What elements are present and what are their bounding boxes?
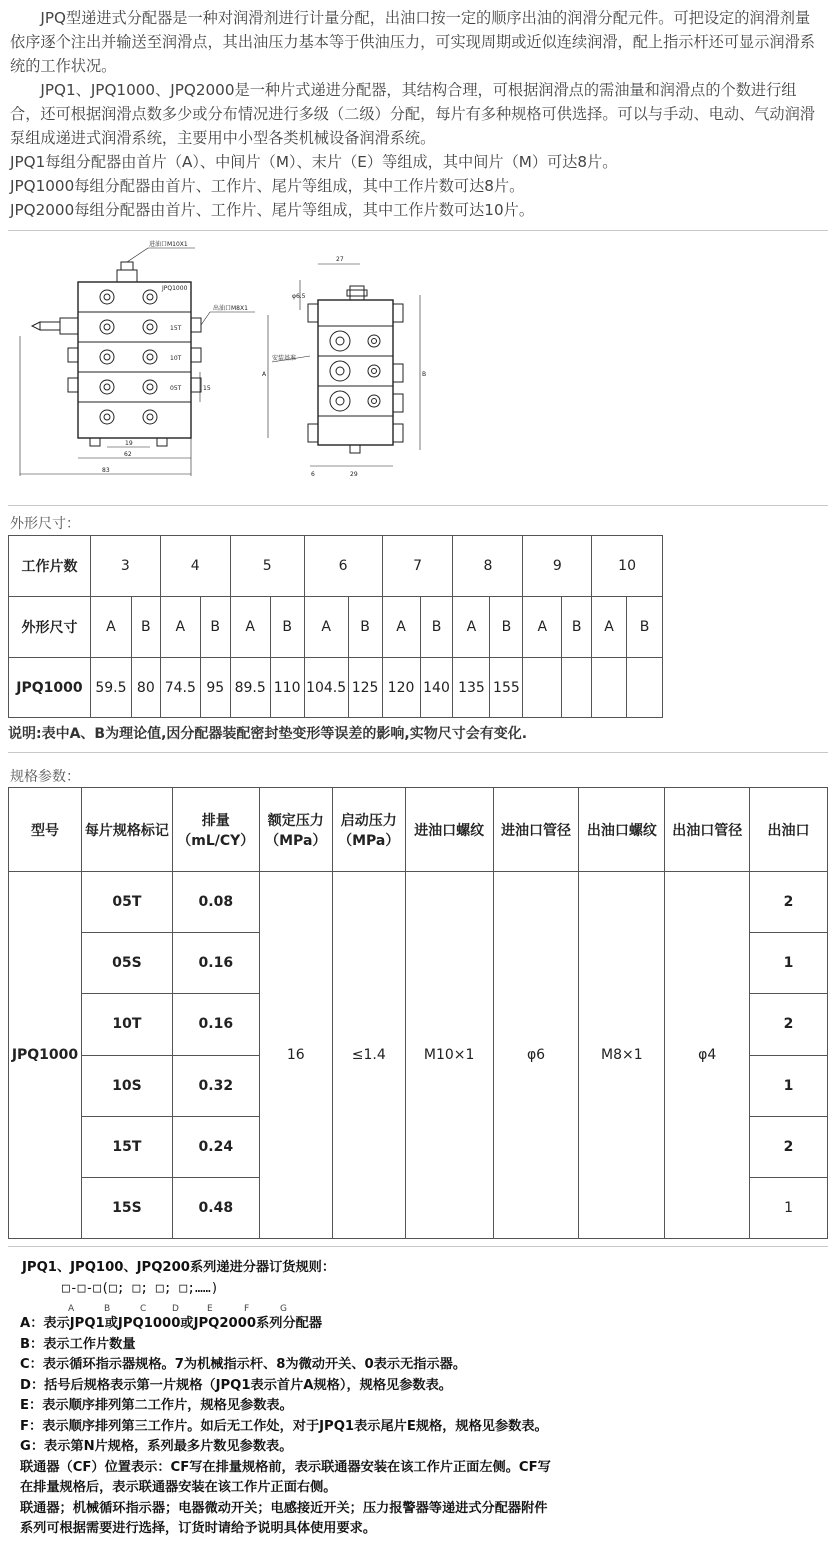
divider	[8, 230, 828, 231]
outlet-count-cell: 1	[750, 1055, 828, 1116]
model-cell: JPQ1000	[9, 872, 82, 1239]
mark-cell: 05S	[81, 933, 172, 994]
technical-drawing	[10, 240, 470, 494]
table-row	[9, 788, 828, 872]
ab-cell: B	[627, 597, 663, 658]
front-view-labels	[102, 240, 248, 474]
value-cell: 155	[490, 658, 523, 718]
ab-cell: B	[200, 597, 230, 658]
header-cell: 启动压力（MPa）	[332, 788, 405, 872]
dim-label: 62	[124, 451, 132, 458]
count-cell: 8	[453, 536, 523, 597]
divider	[8, 505, 828, 506]
table-row	[9, 658, 663, 718]
header-cell: 出油口	[750, 788, 828, 872]
header-cell: 额定压力（MPa）	[259, 788, 332, 872]
table-row	[9, 597, 663, 658]
count-cell: 6	[304, 536, 382, 597]
front-view	[20, 248, 255, 476]
value-cell	[523, 658, 562, 718]
model-label: JPQ1000	[162, 285, 188, 292]
slice-label: 15T	[170, 325, 182, 332]
slice-label: 10T	[170, 355, 182, 362]
ab-cell: B	[562, 597, 592, 658]
ab-cell: B	[420, 597, 453, 658]
ab-cell: A	[382, 597, 420, 658]
dimensions-table	[8, 535, 663, 718]
order-format: □-□-□(□; □; □; □;……)	[62, 1280, 219, 1296]
outlet-count-cell: 2	[750, 1116, 828, 1177]
ab-cell: A	[230, 597, 270, 658]
order-line: D：括号后规格表示第一片规格（JPQ1表示首片A规格），规格见参数表。	[20, 1377, 452, 1393]
header-cell: 进油口螺纹	[405, 788, 493, 872]
value-cell: 135	[453, 658, 490, 718]
order-title: JPQ1、JPQ100、JPQ200系列递进分器订货规则：	[22, 1260, 336, 1275]
count-cell: 9	[523, 536, 592, 597]
order-rules	[22, 1258, 822, 1313]
header-cell: 进油口管径	[493, 788, 579, 872]
format-letter: G	[280, 1304, 287, 1314]
value-cell: 125	[348, 658, 382, 718]
header-cell: 出油口螺纹	[579, 788, 665, 872]
rated-pressure-cell: 16	[259, 872, 332, 1239]
value-cell: 80	[131, 658, 160, 718]
spec-section-label: 规格参数：	[10, 769, 80, 785]
spec-table	[8, 787, 828, 1239]
ab-cell: A	[90, 597, 131, 658]
intro-paragraph: JPQ1、JPQ1000、JPQ2000是一种片式递进分配器，其结构合理，可根据润滑点的需油量和润滑点的个数进行组合，还可根据润滑点数多少或分布情况进行多级（二级）分配，每片有多种规格可供选择。可以与手动、电动、气动润滑泵组成递进式润滑系统，主要用中小型各类机械设备润滑系统。	[10, 81, 815, 147]
disp-cell: 0.48	[172, 1177, 259, 1238]
order-line: B：表示工作片数量	[20, 1336, 136, 1352]
install-label: 安装基准	[272, 355, 297, 362]
disp-cell: 0.16	[172, 994, 259, 1055]
drawing-svg	[10, 240, 470, 490]
model-cell: JPQ1000	[9, 658, 91, 718]
format-letter: A	[68, 1304, 75, 1314]
count-cell: 7	[382, 536, 453, 597]
value-cell: 120	[382, 658, 420, 718]
value-cell	[627, 658, 663, 718]
ab-cell: A	[453, 597, 490, 658]
intro-paragraph: JPQ型递进式分配器是一种对润滑剂进行计量分配，出油口按一定的顺序出油的润滑分配元件。可把设定的润滑剂量依序逐个注出并输送至润滑点，其出油压力基本等于供油压力，可实现周期或近似连续润滑，配上指示杆还可显示润滑系统的工作状况。	[10, 9, 815, 75]
count-cell: 4	[160, 536, 230, 597]
order-line: A：表示JPQ1或JPQ1000或JPQ2000系列分配器	[20, 1316, 323, 1331]
count-cell: 10	[592, 536, 663, 597]
value-cell: 74.5	[160, 658, 200, 718]
outlet-pipe-cell: φ4	[665, 872, 750, 1239]
value-cell: 95	[200, 658, 230, 718]
dims-section-label: 外形尺寸：	[10, 516, 80, 532]
order-line: 系列可根据需要进行选择，订货时请给予说明具体使用要求。	[20, 1521, 377, 1536]
divider	[8, 752, 828, 753]
dim-label: 19	[125, 440, 133, 447]
value-cell: 140	[420, 658, 453, 718]
disp-cell: 0.08	[172, 872, 259, 933]
value-cell	[592, 658, 627, 718]
start-pressure-cell: ≤1.4	[332, 872, 405, 1239]
order-line: 联通器；机械循环指示器；电器微动开关；电感接近开关；压力报警器等递进式分配器附件	[20, 1500, 548, 1516]
ab-cell: B	[348, 597, 382, 658]
dim-label: B	[422, 371, 427, 378]
order-line: 在排量规格后，表示联通器安装在该工作片正面右侧。	[20, 1480, 337, 1495]
mark-cell: 10S	[81, 1055, 172, 1116]
format-letter: C	[140, 1304, 147, 1314]
side-view	[268, 264, 420, 466]
divider	[8, 1246, 828, 1247]
dim-label: 83	[102, 467, 110, 474]
value-cell: 89.5	[230, 658, 270, 718]
intro-paragraph: JPQ2000每组分配器由首片、工作片、尾片等组成，其中工作片数可达10片。	[10, 201, 535, 219]
inlet-pipe-cell: φ6	[493, 872, 579, 1239]
header-cell: 型号	[9, 788, 82, 872]
dims-note: 说明:表中A、B为理论值,因分配器装配密封垫变形等误差的影响,实物尺寸会有变化.	[8, 726, 528, 742]
mark-cell: 10T	[81, 994, 172, 1055]
format-letter: D	[172, 1304, 179, 1314]
table-row	[9, 872, 828, 933]
count-cell: 5	[230, 536, 304, 597]
intro-paragraph: JPQ1000每组分配器由首片、工作片、尾片等组成，其中工作片数可达8片。	[10, 177, 525, 195]
format-letters	[22, 1299, 822, 1313]
outlet-label: 出油口M8X1	[213, 305, 248, 312]
intro-text	[10, 6, 822, 222]
outlet-count-cell: 1	[750, 933, 828, 994]
format-letter: F	[244, 1304, 250, 1314]
order-lines	[20, 1314, 820, 1540]
disp-cell: 0.32	[172, 1055, 259, 1116]
dim-label: 29	[350, 471, 358, 478]
dim-label: 15	[203, 385, 211, 392]
intro-paragraph: JPQ1每组分配器由首片（A）、中间片（M）、末片（E）等组成，其中间片（M）可达8片。	[10, 153, 618, 171]
ab-cell: B	[270, 597, 304, 658]
header-cell: 外形尺寸	[9, 597, 91, 658]
order-line: C：表示循环指示器规格。7为机械指示杆、8为微动开关、0表示无指示器。	[20, 1357, 467, 1372]
order-line: 联通器（CF）位置表示：CF写在排量规格前，表示联通器安装在该工作片正面左侧。CF写	[20, 1459, 551, 1475]
header-cell: 排量（mL/CY）	[172, 788, 259, 872]
count-cell: 3	[90, 536, 160, 597]
dim-label: 6	[311, 471, 315, 478]
ab-cell: A	[160, 597, 200, 658]
ab-cell: A	[592, 597, 627, 658]
dim-label: 27	[336, 256, 344, 263]
order-line: E：表示顺序排列第二工作片，规格见参数表。	[20, 1398, 293, 1413]
table-row	[9, 536, 663, 597]
outlet-count-cell: 1	[750, 1177, 828, 1238]
format-letter: E	[207, 1304, 213, 1314]
value-cell: 59.5	[90, 658, 131, 718]
inlet-label: 进油口M10X1	[149, 241, 188, 248]
disp-cell: 0.16	[172, 933, 259, 994]
header-cell: 出油口管径	[665, 788, 750, 872]
outlet-count-cell: 2	[750, 994, 828, 1055]
outlet-thread-cell: M8×1	[579, 872, 665, 1239]
slice-label: 05T	[170, 385, 182, 392]
disp-cell: 0.24	[172, 1116, 259, 1177]
dim-label: φ6.5	[292, 293, 306, 300]
mark-cell: 15T	[81, 1116, 172, 1177]
mark-cell: 05T	[81, 872, 172, 933]
value-cell: 104.5	[304, 658, 348, 718]
format-letter: B	[104, 1304, 111, 1314]
ab-cell: A	[523, 597, 562, 658]
value-cell: 110	[270, 658, 304, 718]
ab-cell: A	[304, 597, 348, 658]
header-cell: 工作片数	[9, 536, 91, 597]
order-line: G：表示第N片规格，系列最多片数见参数表。	[20, 1439, 293, 1454]
outlet-count-cell: 2	[750, 872, 828, 933]
ab-cell: B	[490, 597, 523, 658]
header-cell: 每片规格标记	[81, 788, 172, 872]
dim-label: A	[262, 371, 267, 378]
order-line: F：表示顺序排列第三工作片。如后无工作处，对于JPQ1表示尾片E规格，规格见参数表。	[20, 1418, 548, 1434]
value-cell	[562, 658, 592, 718]
mark-cell: 15S	[81, 1177, 172, 1238]
inlet-thread-cell: M10×1	[405, 872, 493, 1239]
ab-cell: B	[131, 597, 160, 658]
